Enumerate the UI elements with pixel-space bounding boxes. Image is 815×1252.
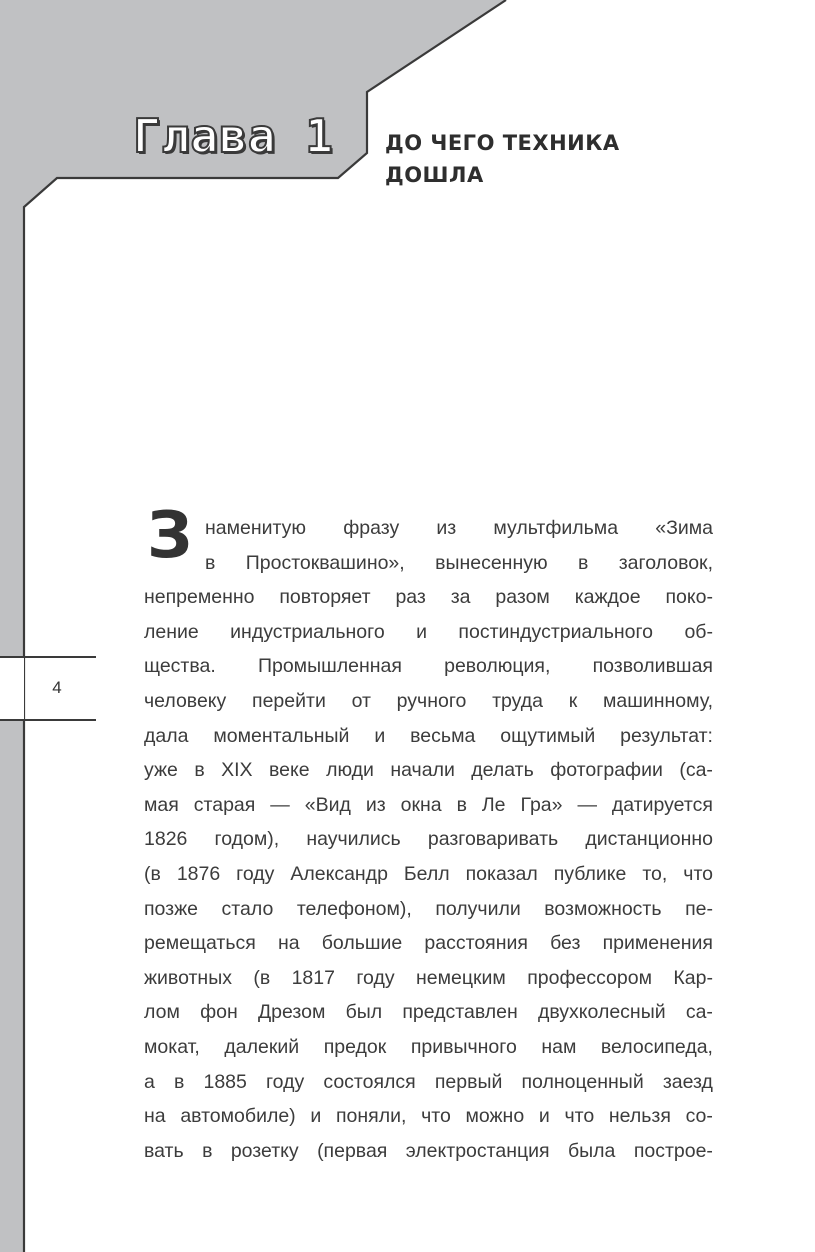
body-line: непременно повторяет раз за разом каждое поко- — [144, 586, 713, 609]
body-line: ление индустриального и постиндустриального об- — [144, 620, 713, 643]
body-line: позже стало телефоном), получили возможность пе- — [144, 897, 713, 920]
chapter-title — [385, 127, 685, 191]
chapter-title-line-1: ДО ЧЕГО ТЕХНИКА — [385, 131, 620, 155]
body-line: человеку перейти от ручного труда к машинному, — [144, 690, 713, 712]
body-line: а в 1885 году состоялся первый полноценный заезд — [144, 1070, 713, 1093]
body-line: мокат, далекий предок привычного нам велосипеда, — [144, 1036, 713, 1058]
body-line: уже в XIX веке люди начали делать фотографии (са- — [144, 759, 713, 782]
body-line: на автомобиле) и поняли, что можно и что нельзя со- — [144, 1105, 713, 1128]
body-line: дала моментальный и весьма ощутимый результат: — [144, 724, 713, 747]
body-line: в Простоквашино», вынесенную в заголовок, — [205, 551, 713, 574]
body-line: (в 1876 году Александр Белл показал публике то, что — [144, 863, 713, 885]
body-line: вать в розетку (первая электростанция была построе- — [144, 1139, 713, 1162]
drop-cap: З — [147, 499, 193, 573]
body-line: наменитую фразу из мультфильма «Зима — [205, 517, 713, 539]
page-number-rule-bottom — [0, 719, 96, 721]
body-line: животных (в 1817 году немецким профессором Кар- — [144, 966, 713, 989]
body-line: ремещаться на большие расстояния без применения — [144, 932, 713, 955]
body-line: мая старая — «Вид из окна в Ле Гра» — датируется — [144, 793, 713, 816]
chapter-label: Глава 1 — [133, 109, 334, 163]
body-line: лом фон Дрезом был представлен двухколесный са- — [144, 1001, 713, 1024]
body-line: 1826 годом), научились разговаривать дистанционно — [144, 828, 713, 851]
chapter-title-line-2: ДОШЛА — [385, 163, 484, 187]
page-number: 4 — [52, 678, 62, 697]
body-line: щества. Промышленная революция, позволившая — [144, 655, 713, 678]
page-number-gap — [0, 657, 24, 720]
page-number-rule-top — [0, 656, 96, 658]
